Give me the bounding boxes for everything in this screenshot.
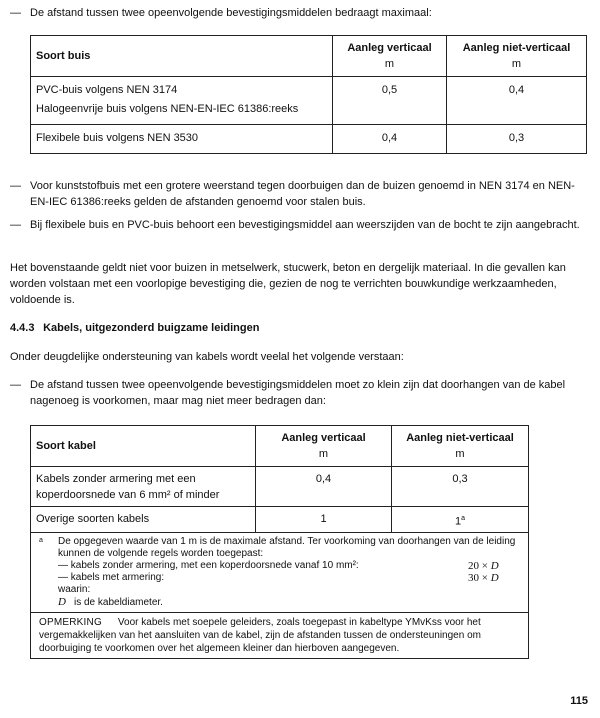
table-header-row: [31, 426, 529, 467]
non-vertical-value: 0,3: [447, 125, 587, 154]
vertical-value: 1: [256, 507, 392, 533]
non-vertical-value: 0,4: [447, 77, 587, 125]
footnote-rule-value: [468, 560, 520, 572]
bullet-flexible-pipe: [10, 217, 592, 233]
pipe-spacing-table: [30, 35, 587, 154]
section-number: 4.4.3: [10, 322, 35, 334]
footnote-text: De opgegeven waarde van 1 m is de maximale afstand. Ter voorkoming van doorhangen van de leiding kunnen de volgende regels worden toegepast:: [58, 536, 516, 559]
col-header-cable-type: Soort kabel: [31, 426, 256, 467]
factor: 30 ×: [468, 572, 488, 584]
diameter-symbol: D: [58, 596, 66, 608]
cable-type-cell: Kabels zonder armering met een koperdoorsnede van 6 mm² of minder: [31, 467, 256, 507]
col-header-non-vertical: [392, 426, 529, 467]
col-header-non-vertical-unit: m: [455, 448, 465, 460]
col-header-vertical-label: Aanleg verticaal: [347, 42, 432, 54]
col-header-vertical-unit: m: [384, 58, 395, 70]
col-header-pipe-type: Soort buis: [31, 36, 333, 77]
col-header-non-vertical-label: Aanleg niet-verticaal: [462, 42, 571, 54]
col-header-non-vertical-label: Aanleg niet-verticaal: [406, 432, 514, 444]
definition-text: is de kabeldiameter.: [74, 597, 163, 608]
bullet-plastic-pipe: [10, 178, 592, 210]
cable-type-cell: Overige soorten kabels: [31, 507, 256, 533]
col-header-vertical-label: Aanleg verticaal: [281, 432, 366, 444]
note-text: Voor kabels met soepele geleiders, zoals toegepast in kabeltype YMvKss voor het vergemakkelijken van het aansluiten van de kabel, zijn de afstanden tussen de ondersteuningen om doorbuiging te voorkomen over het algemeen kleiner dan hierboven aangegeven.: [39, 617, 481, 654]
bullet-cable-distance: [10, 377, 592, 409]
footnote-rule-text: — kabels zonder armering, met een koperdoorsnede vanaf 10 mm²:: [58, 560, 359, 571]
note-row: [31, 613, 529, 659]
col-header-vertical-unit: m: [318, 448, 329, 460]
table-header-row: [31, 36, 587, 77]
non-vertical-value: 0,3: [392, 467, 529, 507]
vertical-value: 0,4: [256, 467, 392, 507]
page-number: 115: [570, 695, 588, 707]
footnote-definition: [58, 596, 520, 609]
factor: 20 ×: [468, 560, 488, 572]
dash-marker: —: [10, 379, 21, 391]
footnote-rule-value: [468, 572, 520, 584]
dash-marker: —: [10, 7, 21, 19]
pipe-type-line-1: PVC-buis volgens NEN 3174: [36, 84, 178, 96]
diameter-symbol: D: [490, 560, 499, 572]
col-header-vertical: [333, 36, 447, 77]
diameter-symbol: D: [490, 572, 499, 584]
vertical-value: 0,5: [333, 77, 447, 125]
bullet-text: Voor kunststofbuis met een grotere weerstand tegen doorbuigen dan de buizen genoemd in NEN 3174 en NEN-EN-IEC 61386:reeks gelden de afstanden genoemd voor stalen buis.: [30, 180, 575, 208]
footnote-rule: [58, 560, 520, 572]
paragraph-support: Onder deugdelijke ondersteuning van kabels wordt veelal het volgende verstaan:: [10, 351, 404, 363]
pipe-type-cell: Flexibele buis volgens NEN 3530: [31, 125, 333, 154]
table-row: [31, 467, 529, 507]
pipe-type-line-2: Halogeenvrije buis volgens NEN-EN-IEC 61386:reeks: [36, 103, 299, 115]
col-header-vertical: [256, 426, 392, 467]
note-cell: [31, 613, 529, 659]
cable-spacing-table: [30, 425, 529, 659]
footnote-marker: a: [39, 537, 43, 544]
pipe-type-cell: [31, 77, 333, 125]
footnote-row: [31, 533, 529, 613]
non-vertical-value: [392, 507, 529, 533]
non-vertical-number: 1: [454, 515, 462, 528]
table-row: [31, 77, 587, 125]
table-row: [31, 507, 529, 533]
intro-bullet: [10, 5, 592, 21]
dash-marker: —: [10, 180, 21, 192]
vertical-value: 0,4: [333, 125, 447, 154]
table-row: [31, 125, 587, 154]
col-header-non-vertical-unit: m: [511, 58, 522, 70]
footnote-ref: a: [461, 515, 466, 522]
section-heading: [10, 322, 259, 334]
intro-bullet-text: De afstand tussen twee opeenvolgende bevestigingsmiddelen bedraagt maximaal:: [30, 7, 432, 19]
footnote-body: [58, 536, 520, 609]
footnote: [39, 536, 520, 609]
col-header-non-vertical: [447, 36, 587, 77]
bullet-text: De afstand tussen twee opeenvolgende bevestigingsmiddelen moet zo klein zijn dat doorhangen van de kabel nagenoeg is voorkomen, maar mag niet meer bedragen dan:: [30, 379, 566, 407]
footnote-waarin: waarin:: [58, 584, 91, 595]
footnote-rule: [58, 572, 520, 584]
section-title: Kabels, uitgezonderd buigzame leidingen: [43, 322, 260, 334]
note-label: OPMERKING: [39, 617, 102, 628]
paragraph-masonry: Het bovenstaande geldt niet voor buizen in metselwerk, stucwerk, beton en dergelijk materiaal. In die gevallen kan worden volstaan met een voorlopige bevestiging die, gezien de nog te verrichten bouwkundige werkzaamheden, voldoende is.: [10, 262, 566, 306]
bullet-text: Bij flexibele buis en PVC-buis behoort een bevestigingsmiddel aan weerszijden van de bocht te zijn aangebracht.: [30, 219, 580, 231]
footnote-rule-text: — kabels met armering:: [58, 572, 165, 583]
dash-marker: —: [10, 219, 21, 231]
footnote-cell: [31, 533, 529, 613]
